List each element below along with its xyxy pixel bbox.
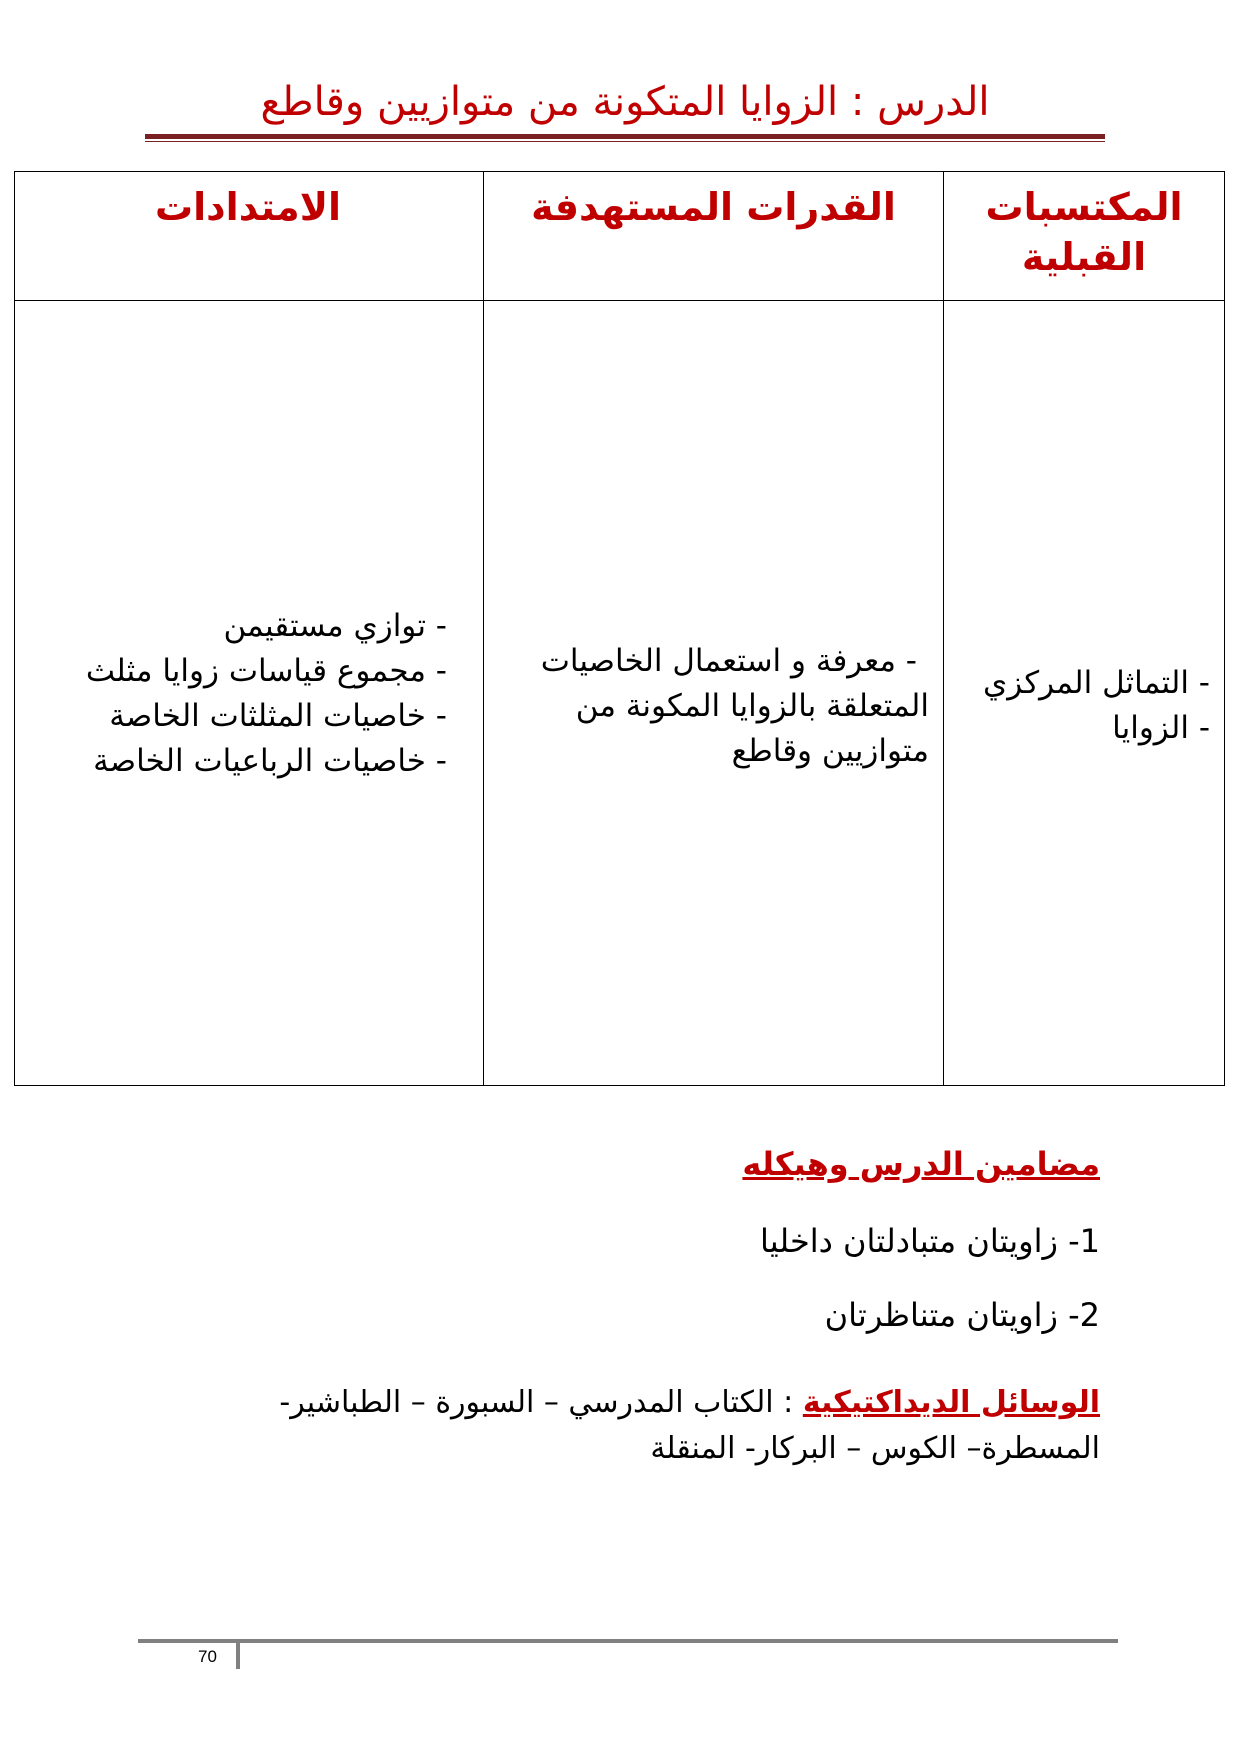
lesson-title: الدرس : الزوايا المتكونة من متوازيين وقاطع bbox=[260, 79, 990, 125]
contents-heading: مضامين الدرس وهيكله bbox=[742, 1145, 1100, 1183]
tools-list: الكتاب المدرسي – السبورة – الطباشير- bbox=[279, 1385, 774, 1420]
footer-rule bbox=[138, 1639, 1118, 1643]
header-prerequisites: المكتسبات القبلية bbox=[985, 185, 1183, 279]
cell-extensions bbox=[13, 301, 483, 1085]
cell-targeted-skills bbox=[484, 301, 943, 1085]
list-item: - معرفة و استعمال الخاصيات bbox=[540, 642, 917, 679]
list-item: المتعلقة بالزوايا المكونة من bbox=[575, 687, 929, 724]
header-extensions: الامتدادات bbox=[154, 185, 342, 229]
lesson-overview-table bbox=[14, 171, 1225, 1086]
list-item: - خاصيات المثلثات الخاصة bbox=[109, 698, 447, 734]
list-item: متوازيين وقاطع bbox=[731, 732, 929, 769]
list-item: - توازي مستقيمن bbox=[223, 608, 447, 644]
list-item: - مجموع قياسات زوايا مثلث bbox=[85, 653, 447, 689]
content-item: 2- زاويتان متناظرتان bbox=[824, 1296, 1100, 1334]
tools-label: الوسائل الديداكتيكية bbox=[802, 1385, 1100, 1420]
teaching-tools bbox=[220, 1380, 1100, 1472]
tools-line: المسطرة– الكوس – البركار- المنقلة bbox=[650, 1431, 1100, 1466]
footer-divider bbox=[236, 1643, 240, 1669]
title-underline-thick bbox=[145, 134, 1105, 139]
header-targeted-skills: القدرات المستهدفة bbox=[531, 185, 896, 229]
content-item: 1- زاويتان متبادلتان داخليا bbox=[759, 1222, 1100, 1260]
list-item: - خاصيات الرباعيات الخاصة bbox=[93, 743, 447, 779]
title-underline-thin bbox=[145, 141, 1105, 142]
cell-prerequisites bbox=[944, 301, 1224, 1085]
list-item: - التماثل المركزي bbox=[983, 665, 1210, 701]
tools-separator: : bbox=[773, 1385, 803, 1420]
tools-line bbox=[220, 1380, 1100, 1426]
list-item: - الزوايا bbox=[1112, 710, 1210, 746]
page-number: 70 bbox=[198, 1647, 217, 1666]
